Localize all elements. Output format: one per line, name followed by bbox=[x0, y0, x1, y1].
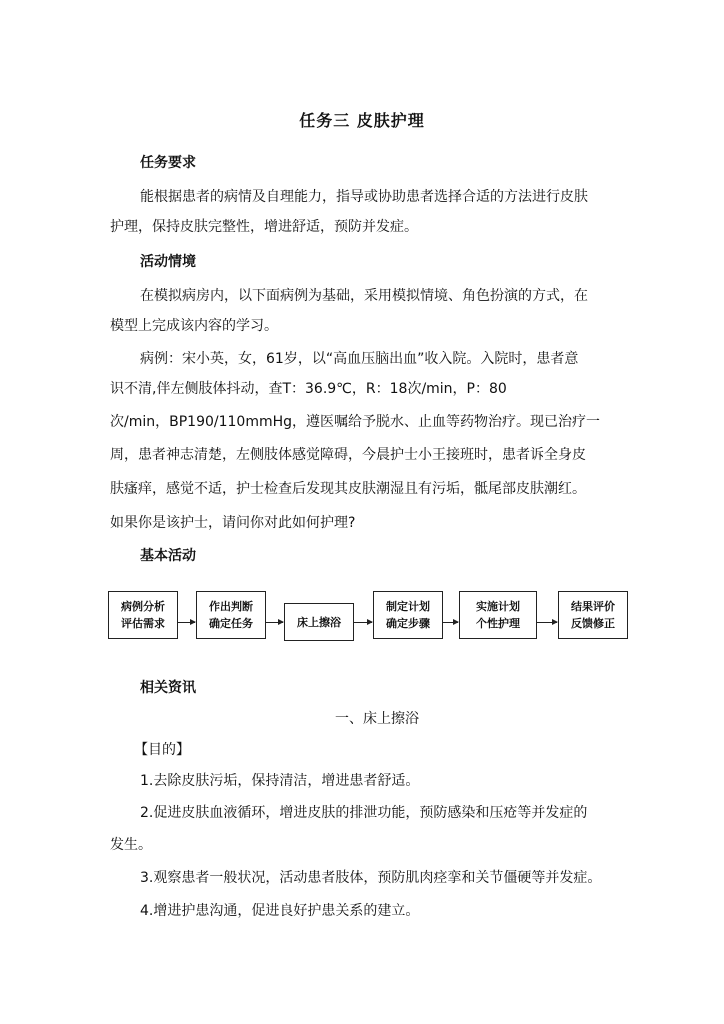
page-title: 任务三 皮肤护理 bbox=[299, 111, 425, 130]
case-line-3: 次/min，BP190/110mmHg，遵医嘱给予脱水、止血等药物治疗。现已治疗一 bbox=[110, 414, 601, 430]
heading-scenario: 活动情境 bbox=[140, 254, 196, 270]
case-line-4: 周，患者神志清楚，左侧肢体感觉障碍，今晨护士小王接班时，患者诉全身皮 bbox=[110, 447, 586, 463]
flow-step-2-line-2: 确定任务 bbox=[209, 617, 253, 630]
purpose-item-1: 1.去除皮肤污垢，保持清洁，增进患者舒适。 bbox=[140, 773, 420, 789]
flow-step-6-line-2: 反馈修正 bbox=[571, 617, 615, 630]
case-line-5: 肤瘙痒，感觉不适，护士检查后发现其皮肤潮湿且有污垢，骶尾部皮肤潮红。 bbox=[110, 481, 586, 497]
flow-arrow-5 bbox=[536, 622, 557, 623]
flow-step-1-line-1: 病例分析 bbox=[121, 600, 165, 613]
flow-arrow-1 bbox=[177, 622, 195, 623]
flow-step-4-line-2: 确定步骤 bbox=[386, 617, 430, 630]
purpose-item-3: 3.观察患者一般状况，活动患者肢体，预防肌肉痉挛和关节僵硬等并发症。 bbox=[140, 870, 602, 886]
flow-step-4-line-1: 制定计划 bbox=[386, 600, 430, 613]
case-line-1: 病例：宋小英，女，61岁，以“高血压脑出血”收入院。入院时，患者意 bbox=[140, 351, 579, 367]
purpose-item-2-line-1: 2.促进皮肤血液循环，增进皮肤的排泄功能，预防感染和压疮等并发症的 bbox=[140, 805, 588, 821]
flow-step-1-line-2: 评估需求 bbox=[121, 617, 165, 630]
flow-arrow-4 bbox=[442, 622, 458, 623]
purpose-label: 【目的】 bbox=[134, 742, 190, 758]
flow-arrow-2 bbox=[265, 622, 283, 623]
flow-step-2-line-1: 作出判断 bbox=[209, 600, 253, 613]
flow-step-1 bbox=[108, 591, 178, 639]
flow-step-5-line-1: 实施计划 bbox=[476, 600, 520, 613]
requirements-line-2: 护理，保持皮肤完整性，增进舒适，预防并发症。 bbox=[110, 219, 418, 235]
case-line-2: 识不清,伴左侧肢体抖动，查T：36.9℃，R：18次/min，P：80 bbox=[110, 381, 507, 397]
scenario-line-2: 模型上完成该内容的学习。 bbox=[110, 318, 278, 334]
case-line-6: 如果你是该护士，请问你对此如何护理? bbox=[110, 515, 356, 531]
info-subtitle: 一、床上擦浴 bbox=[335, 711, 419, 727]
requirements-line-1: 能根据患者的病情及自理能力，指导或协助患者选择合适的方法进行皮肤 bbox=[140, 189, 588, 205]
purpose-item-4: 4.增进护患沟通，促进良好护患关系的建立。 bbox=[140, 903, 420, 919]
flow-step-4 bbox=[373, 591, 443, 639]
heading-info: 相关资讯 bbox=[140, 680, 196, 696]
heading-activity: 基本活动 bbox=[140, 548, 196, 564]
activity-flowchart bbox=[108, 591, 628, 651]
scenario-line-1: 在模拟病房内，以下面病例为基础，采用模拟情境、角色扮演的方式，在 bbox=[140, 288, 588, 304]
flow-step-3-line-1: 床上擦浴 bbox=[297, 615, 341, 629]
flow-step-5-line-2: 个性护理 bbox=[476, 617, 520, 630]
purpose-item-2-line-2: 发生。 bbox=[110, 837, 152, 853]
flow-step-5 bbox=[459, 591, 537, 639]
flow-step-6-line-1: 结果评价 bbox=[571, 600, 615, 613]
flow-step-6 bbox=[558, 591, 628, 639]
heading-requirements: 任务要求 bbox=[140, 155, 196, 171]
flow-step-2 bbox=[196, 591, 266, 639]
flow-step-3 bbox=[284, 603, 354, 641]
flow-arrow-3 bbox=[353, 622, 372, 623]
